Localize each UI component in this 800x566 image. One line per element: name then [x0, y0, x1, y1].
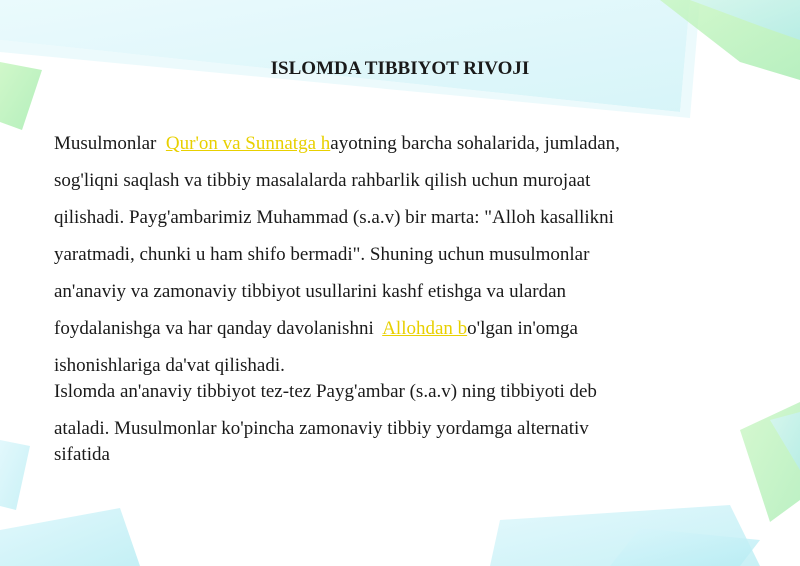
text-line: qilishadi. Payg'ambarimiz Muhammad (s.a.v) bir marta: "Alloh kasallikni: [54, 207, 614, 228]
document-body: [54, 128, 754, 476]
allohdan-link[interactable]: Allohdan b: [382, 318, 468, 339]
text-span: ayotning barcha sohalarida, jumladan,: [330, 133, 620, 154]
deco-shape: [0, 440, 30, 510]
text-line: sog'liqni saqlash va tibbiy masalalarda rahbarlik qilish uchun murojaat: [54, 170, 591, 191]
text-line: [54, 128, 754, 165]
text-line: ataladi. Musulmonlar ko'pincha zamonaviy tibbiy yordamga alternativ: [54, 418, 589, 439]
text-span: Musulmonlar: [54, 133, 166, 154]
text-line: ishonishlariga da'vat qilishadi.: [54, 355, 285, 376]
page-title: ISLOMDA TIBBIYOT RIVOJI: [270, 58, 530, 79]
text-span: foydalanishga va har qanday davolanishni: [54, 318, 383, 339]
quran-sunnah-link[interactable]: Qur'on va Sunnatga h: [165, 133, 331, 154]
text-span: o'lgan in'omga: [467, 318, 578, 339]
text-line: yaratmadi, chunki u ham shifo bermadi". Shuning uchun musulmonlar: [54, 244, 590, 265]
deco-shape: [0, 508, 140, 566]
text-line: an'anaviy va zamonaviy tibbiyot usullarini kashf etishga va ulardan: [54, 281, 567, 302]
text-line: [54, 313, 754, 350]
text-line: Islomda an'anaviy tibbiyot tez-tez Payg'ambar (s.a.v) ning tibbiyoti deb: [54, 381, 597, 402]
text-line: sifatida: [54, 444, 110, 465]
